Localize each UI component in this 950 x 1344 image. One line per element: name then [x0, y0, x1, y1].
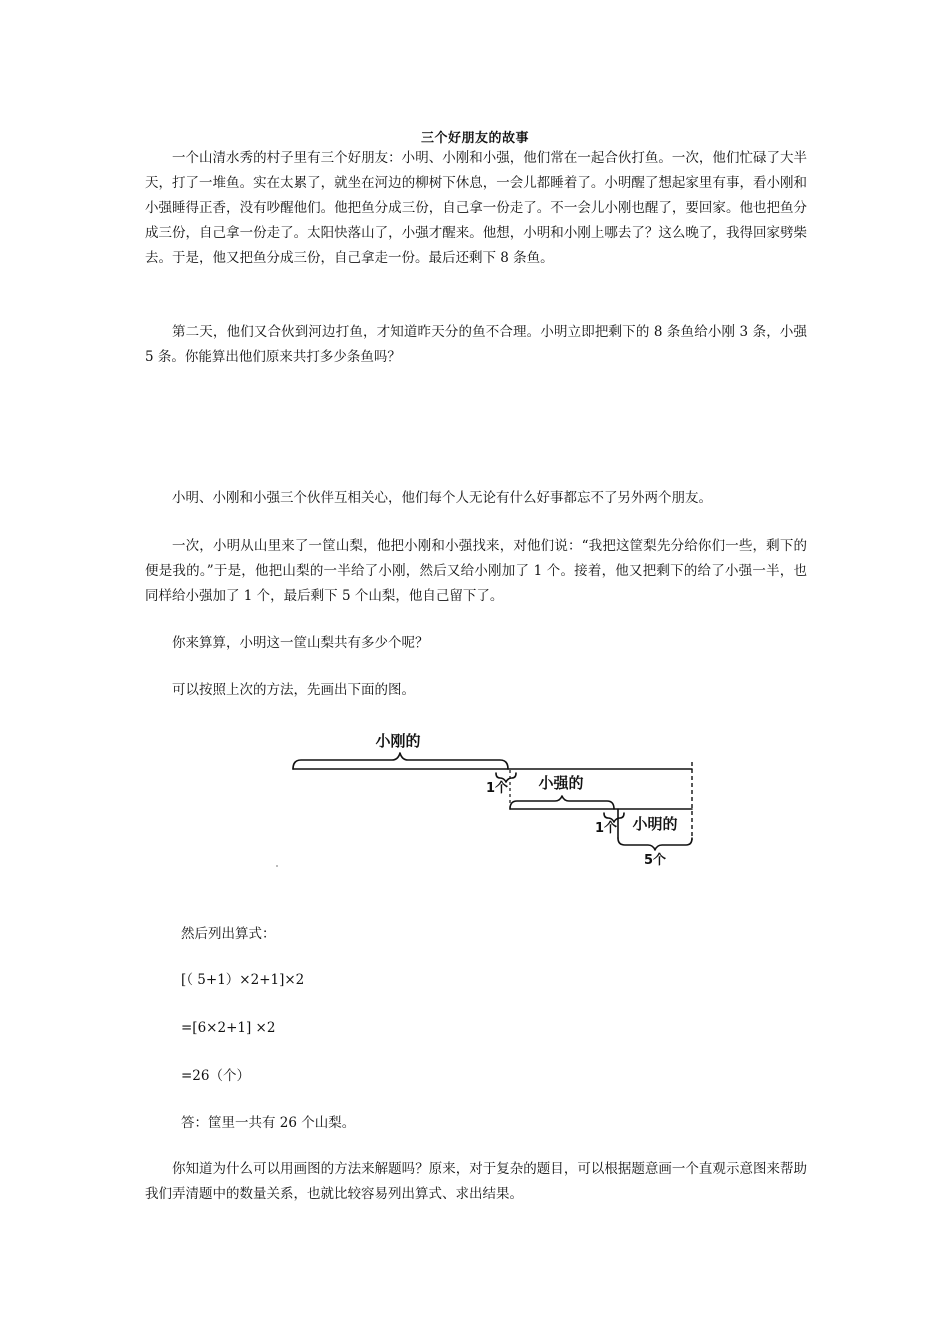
brace-xiaoqiang: [510, 796, 614, 809]
brace-five: [618, 838, 692, 850]
paragraph-question: 你来算算，小明这一筐山梨共有多少个呢？: [172, 635, 429, 651]
paragraph-friends: 小明、小刚和小强三个伙伴互相关心，他们每个人无论有什么好事都忘不了另外两个朋友。: [172, 490, 712, 506]
equation-line-3: =26（个）: [181, 1068, 250, 1084]
label-one-1: 1个: [485, 781, 509, 796]
paragraph-story-2: 第二天，他们又合伙到河边打鱼，才知道昨天分的鱼不合理。小明立即把剩下的 8 条鱼给小刚 3 条，小强 5 条。你能算出他们原来共打多少条鱼吗？: [145, 324, 807, 365]
equation-line-2: =[6×2+1] ×2: [181, 1020, 276, 1036]
label-xiaogang: 小刚的: [375, 732, 421, 750]
brace-xiaogang: [293, 753, 508, 769]
paragraph-conclusion: 你知道为什么可以用画图的方法来解题吗？原来，对于复杂的题目，可以根据题意画一个直观示意图来帮助我们弄清题中的数量关系，也就比较容易列出算式、求出结果。: [145, 1161, 807, 1202]
equation-intro: 然后列出算式：: [181, 926, 276, 942]
brace-one-2: [604, 813, 624, 822]
label-five: 5个: [643, 853, 667, 868]
paragraph-story-1: 一个山清水秀的村子里有三个好朋友：小明、小刚和小强，他们常在一起合伙打鱼。一次，他们忙碌了大半天，打了一堆鱼。实在太累了，就坐在河边的柳树下休息，一会儿都睡着了。小明醒了想起家里有事，看小刚和小强睡得正香，没有吵醒他们。他把鱼分成三份，自己拿一份走了。不一会儿小刚也醒了，要回家。他也把鱼分成三份，自己拿一份走了。太阳快落山了，小强才醒来。他想，小明和小刚上哪去了？这么晚了，我得回家劈柴去。于是，他又把鱼分成三份，自己拿走一份。最后还剩下 8 条鱼。: [145, 150, 807, 266]
brace-one-1: [496, 773, 516, 782]
label-xiaoqiang: 小强的: [538, 774, 584, 792]
stray-mark: [276, 865, 278, 867]
document-title: 三个好朋友的故事: [420, 131, 529, 146]
label-xiaoming: 小明的: [632, 815, 678, 833]
label-one-2: 1个: [594, 821, 618, 836]
paragraph-pears: 一次，小明从山里来了一筐山梨，他把小刚和小强找来，对他们说：“我把这筐梨先分给你们一些，剩下的便是我的。”于是，他把山梨的一半给了小刚，然后又给小刚加了 1 个。接着，他又把剩下的给了小强一半，也同样给小强加了 1 个，最后剩下 5 个山梨，他自己留下了。: [145, 538, 807, 604]
answer-line: 答：筐里一共有 26 个山梨。: [181, 1115, 356, 1131]
paragraph-method: 可以按照上次的方法，先画出下面的图。: [172, 682, 415, 698]
equation-line-1: [（ 5+1）×2+1]×2: [181, 972, 305, 988]
